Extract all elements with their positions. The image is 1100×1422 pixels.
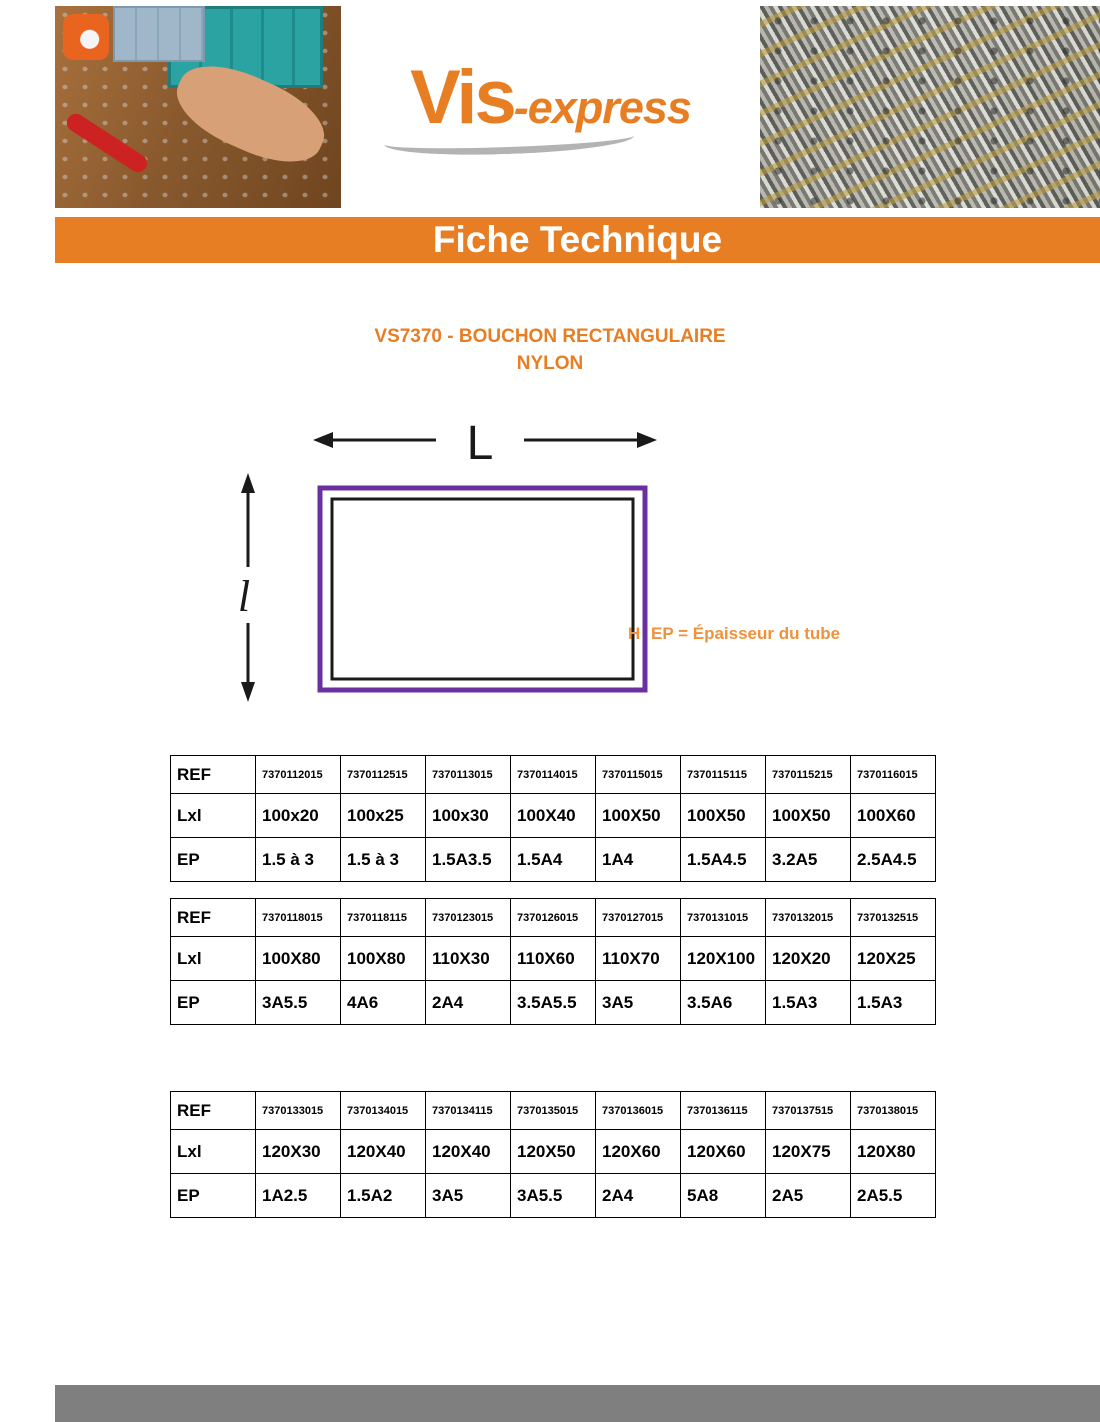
width-arrow (238, 473, 255, 702)
diagram (180, 415, 900, 715)
height-label: H (628, 624, 641, 643)
ref-value: 7370134015 (341, 1092, 426, 1130)
ep-value: 1.5A3 (766, 981, 851, 1025)
dimension-value: 120X20 (766, 937, 851, 981)
dimension-value: 120X60 (596, 1130, 681, 1174)
ref-value: 7370112015 (256, 756, 341, 794)
cap-outline (320, 488, 645, 690)
ep-value: 2A4 (596, 1174, 681, 1218)
ep-value: 2A5.5 (851, 1174, 936, 1218)
ep-value: 1.5A2 (341, 1174, 426, 1218)
banner (55, 217, 1100, 263)
ep-value: 3A5.5 (256, 981, 341, 1025)
dimension-value: 100x20 (256, 794, 341, 838)
logo (341, 6, 760, 208)
row-label: EP (171, 838, 256, 882)
ep-value: 3.5A5.5 (511, 981, 596, 1025)
ep-value: 1.5A3 (851, 981, 936, 1025)
ep-value: 4A6 (341, 981, 426, 1025)
ep-value: 3A5.5 (511, 1174, 596, 1218)
ep-note (628, 624, 840, 643)
logo-brand-primary: Vis (410, 55, 514, 140)
ref-value: 7370131015 (681, 899, 766, 937)
length-label: L (466, 417, 494, 470)
tape-measure (63, 14, 109, 60)
dimension-value: 100x30 (426, 794, 511, 838)
dimension-value: 120X60 (681, 1130, 766, 1174)
dimension-value: 120X30 (256, 1130, 341, 1174)
ref-value: 7370112515 (341, 756, 426, 794)
row-label: EP (171, 981, 256, 1025)
ep-value: 1.5A3.5 (426, 838, 511, 882)
logo-brand-secondary: -express (513, 82, 691, 133)
organizer-box (113, 6, 205, 62)
spec-row-ep (171, 1174, 936, 1218)
row-label: REF (171, 756, 256, 794)
ref-value: 7370126015 (511, 899, 596, 937)
ref-value: 7370132015 (766, 899, 851, 937)
row-label: EP (171, 1174, 256, 1218)
ref-value: 7370127015 (596, 899, 681, 937)
ref-value: 7370116015 (851, 756, 936, 794)
product-title (0, 323, 1100, 377)
ref-value: 7370136115 (681, 1092, 766, 1130)
dimension-value: 120X25 (851, 937, 936, 981)
dimension-value: 120X40 (426, 1130, 511, 1174)
row-label: Lxl (171, 1130, 256, 1174)
dimension-value: 120X50 (511, 1130, 596, 1174)
dimension-value: 100X80 (256, 937, 341, 981)
ref-value: 7370133015 (256, 1092, 341, 1130)
length-arrow (313, 417, 657, 470)
ref-value: 7370115215 (766, 756, 851, 794)
dimension-value: 100X50 (766, 794, 851, 838)
ep-value: 3.5A6 (681, 981, 766, 1025)
ep-value: 1A2.5 (256, 1174, 341, 1218)
ref-value: 7370134115 (426, 1092, 511, 1130)
ref-value: 7370135015 (511, 1092, 596, 1130)
spec-table-wrap-1 (170, 755, 936, 882)
dimension-value: 120X40 (341, 1130, 426, 1174)
spec-row-lxl (171, 937, 936, 981)
banner-title: Fiche Technique (432, 219, 723, 260)
ref-value: 7370136015 (596, 1092, 681, 1130)
ref-value: 7370132515 (851, 899, 936, 937)
row-label: Lxl (171, 794, 256, 838)
row-label: Lxl (171, 937, 256, 981)
dimension-value: 100X50 (681, 794, 766, 838)
ep-value: 2A4 (426, 981, 511, 1025)
screws-photo (760, 6, 1100, 208)
ep-note-text: EP = Épaisseur du tube (651, 624, 841, 643)
workbench-photo (55, 6, 341, 208)
ref-value: 7370123015 (426, 899, 511, 937)
spec-row-ep (171, 981, 936, 1025)
dimension-diagram-svg (180, 415, 900, 715)
ep-value: 1.5 à 3 (256, 838, 341, 882)
product-title-line1: VS7370 - BOUCHON RECTANGULAIRE (374, 326, 726, 347)
ep-value: 3A5 (596, 981, 681, 1025)
dimension-value: 100X60 (851, 794, 936, 838)
dimension-value: 100X80 (341, 937, 426, 981)
dimension-value: 110X30 (426, 937, 511, 981)
ep-value: 2.5A4.5 (851, 838, 936, 882)
ref-value: 7370113015 (426, 756, 511, 794)
dimension-value: 110X70 (596, 937, 681, 981)
ref-value: 7370115015 (596, 756, 681, 794)
spec-table-1 (170, 755, 936, 882)
footer-bar (55, 1385, 1100, 1422)
dimension-value: 100X50 (596, 794, 681, 838)
dimension-value: 100X40 (511, 794, 596, 838)
ep-value: 3.2A5 (766, 838, 851, 882)
ref-value: 7370118015 (256, 899, 341, 937)
ref-value: 7370118115 (341, 899, 426, 937)
dimension-value: 120X100 (681, 937, 766, 981)
dimension-value: 120X80 (851, 1130, 936, 1174)
spec-row-lxl (171, 794, 936, 838)
row-label: REF (171, 1092, 256, 1130)
ref-value: 7370138015 (851, 1092, 936, 1130)
ep-value: 2A5 (766, 1174, 851, 1218)
ep-value: 1.5A4 (511, 838, 596, 882)
spec-table-3 (170, 1091, 936, 1218)
spec-row-ep (171, 838, 936, 882)
spec-row-ref (171, 756, 936, 794)
ep-value: 3A5 (426, 1174, 511, 1218)
ep-value: 1A4 (596, 838, 681, 882)
product-title-line2: NYLON (516, 353, 584, 374)
ep-value: 1.5A4.5 (681, 838, 766, 882)
ep-value: 5A8 (681, 1174, 766, 1218)
width-label: l (237, 572, 251, 621)
ep-value: 1.5 à 3 (341, 838, 426, 882)
ref-value: 7370115115 (681, 756, 766, 794)
ref-value: 7370114015 (511, 756, 596, 794)
spec-table-wrap-2 (170, 898, 936, 1025)
row-label: REF (171, 899, 256, 937)
dimension-value: 100x25 (341, 794, 426, 838)
spec-table-2 (170, 898, 936, 1025)
ref-value: 7370137515 (766, 1092, 851, 1130)
dimension-value: 120X75 (766, 1130, 851, 1174)
spec-table-wrap-3 (170, 1091, 936, 1218)
spec-row-lxl (171, 1130, 936, 1174)
spec-row-ref (171, 899, 936, 937)
screw-heads (760, 6, 1100, 208)
spec-row-ref (171, 1092, 936, 1130)
dimension-value: 110X60 (511, 937, 596, 981)
